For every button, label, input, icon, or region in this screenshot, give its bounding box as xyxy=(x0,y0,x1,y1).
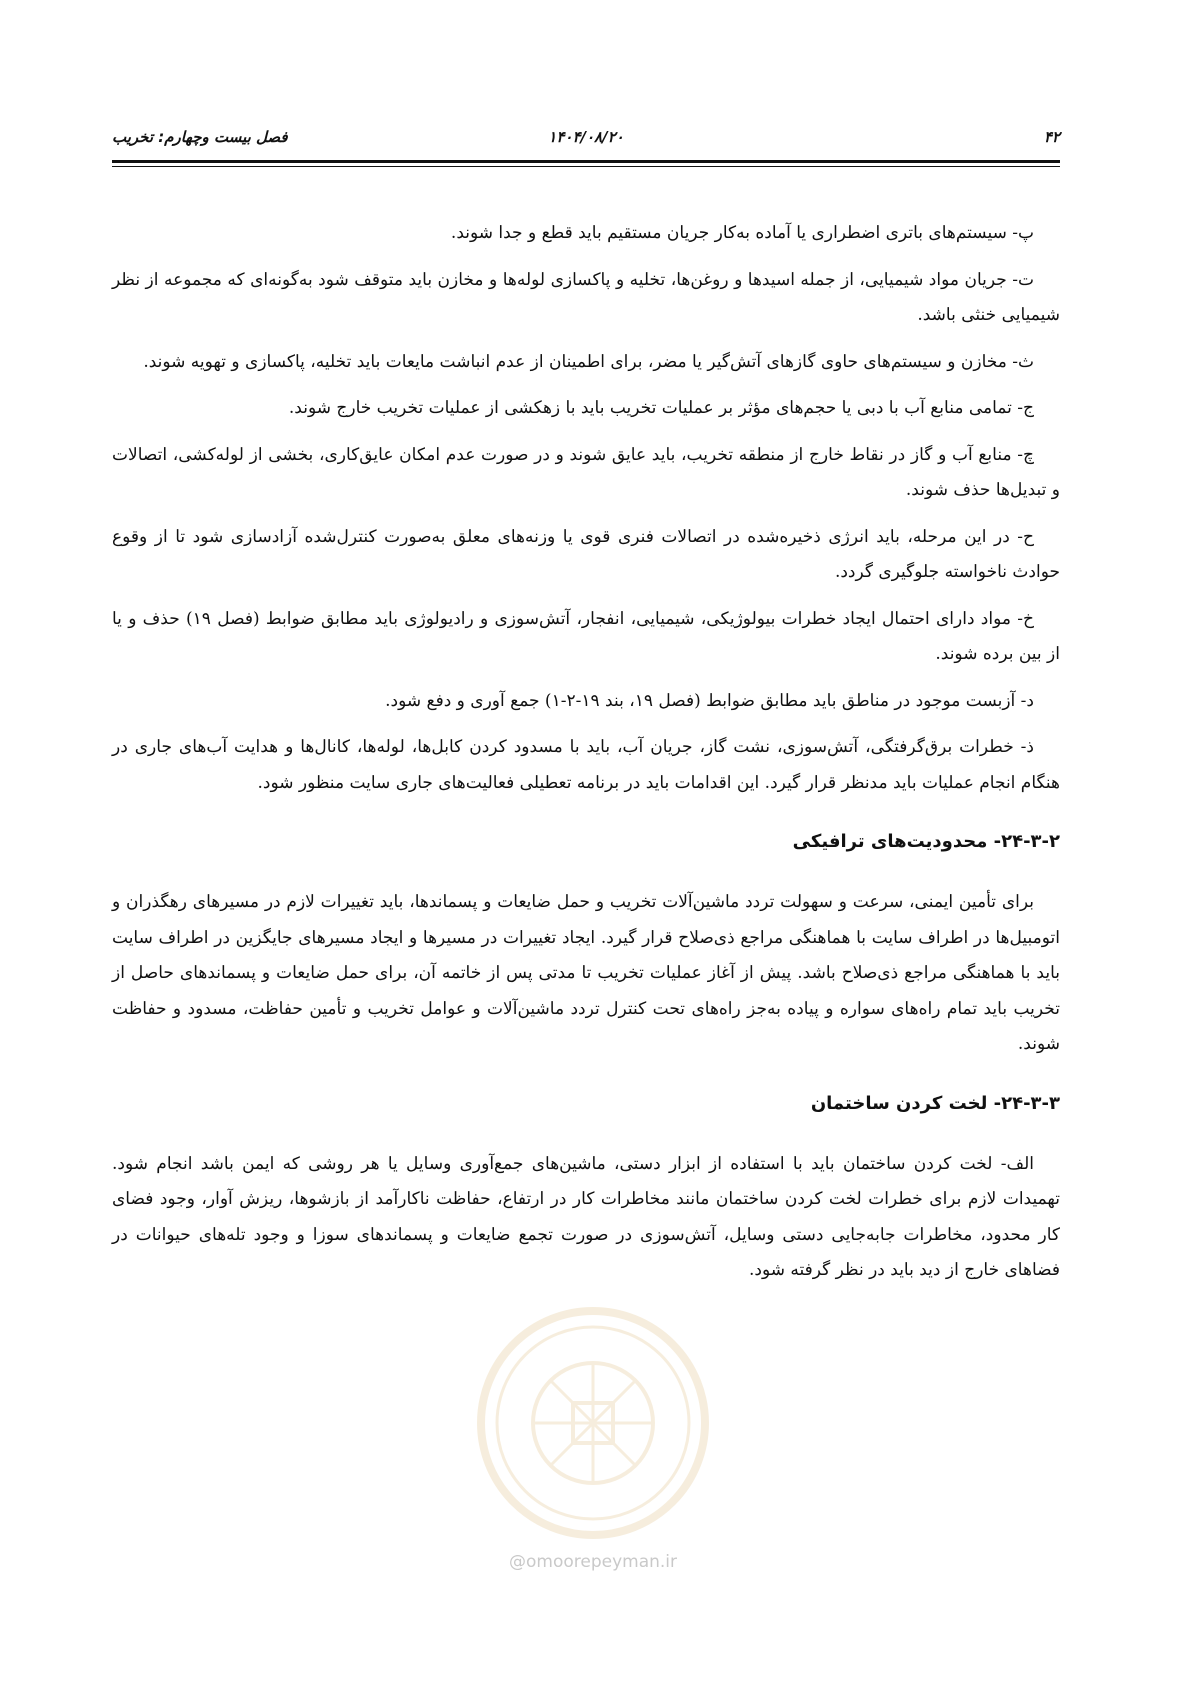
paragraph-dal: د- آزبست موجود در مناطق باید مطابق ضوابط (فصل ۱۹، بند ۱۹-۲-۱) جمع آوری و دفع شود. xyxy=(385,690,1034,711)
header-rule-thin xyxy=(112,166,1060,167)
section-heading-stripping: ۲۴-۳-۳- لخت کردن ساختمان xyxy=(810,1092,1060,1114)
paragraph-jim: ج- تمامی منابع آب با دبی یا حجم‌های مؤثر بر عملیات تخریب باید با زهکشی از عملیات تخریب خارج شوند. xyxy=(288,398,1034,418)
page-header xyxy=(112,128,1060,152)
section-text-stripping: الف- لخت کردن ساختمان باید با استفاده از ابزار دستی، ماشین‌های جمع‌آوری وسایل یا هر روشی که ایمن باشد انجام شود. تهمیدات لازم برای خطرات لخت کردن ساختمان مانند مخاطرات کار در ارتفاع، حفاظت ناکارآمد از بازشوها، ریزش آوار، وجود فضای کار محدود، مخاطرات جابه‌جایی دستی وسایل، آتش‌سوزی در صورت تجمع ضایعات و پسماندهای سوزا و وجود تله‌های حیوانات در فضاهای خارج از دید باید در نظر گرفته شود. xyxy=(112,1153,1060,1280)
watermark-text: @omoorepeyman.ir xyxy=(508,1552,678,1572)
paragraph-khe: خ- مواد دارای احتمال ایجاد خطرات بیولوژیکی، شیمیایی، انفجار، آتش‌سوزی و رادیولوژی باید مطابق ضوابط (فصل ۱۹) حذف و یا از بین برده شوند. xyxy=(112,608,1060,664)
chapter-title: فصل بیست وچهارم: تخریب xyxy=(112,128,288,146)
section-text-traffic: برای تأمین ایمنی، سرعت و سهولت تردد ماشین‌آلات تخریب و حمل ضایعات و پسماندها، باید تغییرات لازم در مسیرهای رهگذران و اتومبیل‌ها در اطراف سایت با هماهنگی مراجع ذی‌صلاح قرار گیرد. ایجاد تغییرات در مسیرها و ایجاد مسیرهای جایگزین در اطراف سایت باید با هماهنگی مراجع ذی‌صلاح باشد. پیش از آغاز عملیات تخریب تا مدتی پس از خاتمه آن، برای حمل ضایعات و پسماندهای حاصل از تخریب باید تمام راه‌های سواره و پیاده به‌جز راه‌های تحت کنترل تردد ماشین‌آلات و عوامل تخریب و تأمین حفاظت، مسدود و حفاظت شوند. xyxy=(112,892,1060,1054)
page-number: ۴۲ xyxy=(1043,128,1060,146)
watermark-seal-icon xyxy=(468,1298,718,1548)
section-heading-traffic: ۲۴-۳-۲- محدودیت‌های ترافیکی xyxy=(792,831,1060,852)
paragraph-he: ح- در این مرحله، باید انرژی ذخیره‌شده در اتصالات فنری قوی یا وزنه‌های معلق به‌صورت کنترل‌شده آزادسازی شود تا از وقوع حوادث ناخواسته جلوگیری گردد. xyxy=(112,526,1060,582)
paragraph-se: ث- مخازن و سیستم‌های حاوی گازهای آتش‌گیر یا مضر، برای اطمینان از عدم انباشت مایعات باید تخلیه، پاکسازی و تهویه شوند. xyxy=(143,351,1034,372)
paragraph-te: ت- جریان مواد شیمیایی، از جمله اسیدها و روغن‌ها، تخلیه و پاکسازی لوله‌ها و مخازن باید متوقف شود به‌گونه‌ای که مجموعه از نظر شیمیایی خنثی باشد. xyxy=(112,269,1060,325)
header-date: ۱۴۰۴/۰۸/۲۰ xyxy=(548,128,624,146)
paragraph-che: چ- منابع آب و گاز در نقاط خارج از منطقه تخریب، باید عایق شوند و در صورت عدم امکان عایق‌کاری، بخشی از لوله‌کشی، اتصالات و تبدیل‌ها حذف شوند. xyxy=(112,444,1060,500)
page-body xyxy=(112,216,1060,1300)
paragraph-pe: پ- سیستم‌های باتری اضطراری یا آماده به‌کار جریان مستقیم باید قطع و جدا شوند. xyxy=(450,223,1034,243)
header-rule-thick xyxy=(112,160,1060,163)
paragraph-zal: ذ- خطرات برق‌گرفتگی، آتش‌سوزی، نشت گاز، جریان آب، باید با مسدود کردن کابل‌ها، لوله‌ها، کانال‌ها و هدایت آب‌های جاری در هنگام انجام عملیات باید مدنظر قرار گیرد. این اقدامات باید در برنامه تعطیلی فعالیت‌های جاری سایت منظور شود. xyxy=(112,737,1060,793)
